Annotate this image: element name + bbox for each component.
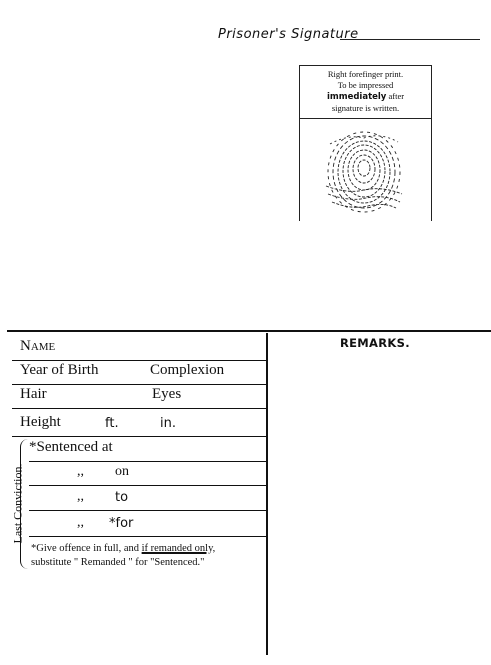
ditto-mark: ,,	[77, 489, 84, 504]
for-label: *for	[109, 516, 134, 531]
footnote-part2: substitute " Remanded " for "Sentenced."	[31, 557, 205, 568]
sentenced-at-label: *Sentenced at	[29, 439, 113, 455]
fingerprint-box	[299, 65, 432, 221]
fingerprint-divider	[300, 118, 431, 119]
sentenced-at-row[interactable]	[29, 436, 266, 462]
fp-line3	[300, 91, 431, 103]
fp-line1: Right forefinger print.	[327, 69, 404, 79]
remarks-heading: REMARKS.	[340, 336, 410, 350]
to-row[interactable]	[29, 485, 266, 511]
name-row[interactable]	[12, 333, 266, 361]
fingerprint-image	[318, 124, 410, 216]
last-conviction-label: Last Conviction.	[10, 463, 25, 544]
to-label: to	[115, 490, 129, 505]
form-top-rule	[7, 330, 491, 332]
ft-label: ft.	[105, 416, 119, 431]
footnote-underlined: if remanded only,	[141, 543, 216, 554]
conviction-footnote	[31, 542, 271, 570]
year-of-birth-label: Year of Birth	[20, 362, 99, 378]
signature-line[interactable]	[340, 39, 480, 40]
ditto-mark: ,,	[77, 515, 84, 530]
footnote-part1: *Give offence in full, and	[31, 543, 142, 554]
hair-eyes-row[interactable]	[12, 384, 266, 409]
height-row[interactable]	[12, 408, 266, 437]
fingerprint-instructions	[300, 69, 431, 114]
height-label: Height	[20, 414, 61, 430]
fp-after: after	[386, 91, 405, 101]
column-divider	[266, 333, 268, 655]
ditto-mark: ,,	[77, 464, 84, 479]
name-label: Name	[20, 338, 56, 354]
for-row[interactable]	[29, 510, 266, 537]
prisoner-signature-label: Prisoner's Signature	[218, 27, 359, 42]
in-label: in.	[160, 416, 176, 431]
fp-immediately: immediately	[326, 92, 387, 102]
year-complexion-row[interactable]	[12, 360, 266, 385]
fp-line2: To be impressed	[337, 80, 394, 90]
fp-line4: signature is written.	[331, 103, 400, 113]
on-label: on	[115, 464, 129, 479]
eyes-label: Eyes	[152, 386, 182, 402]
remarks-area[interactable]	[270, 350, 485, 650]
on-row[interactable]	[29, 461, 266, 486]
last-conviction-section	[12, 436, 266, 574]
complexion-label: Complexion	[150, 362, 225, 378]
hair-label: Hair	[20, 386, 47, 402]
